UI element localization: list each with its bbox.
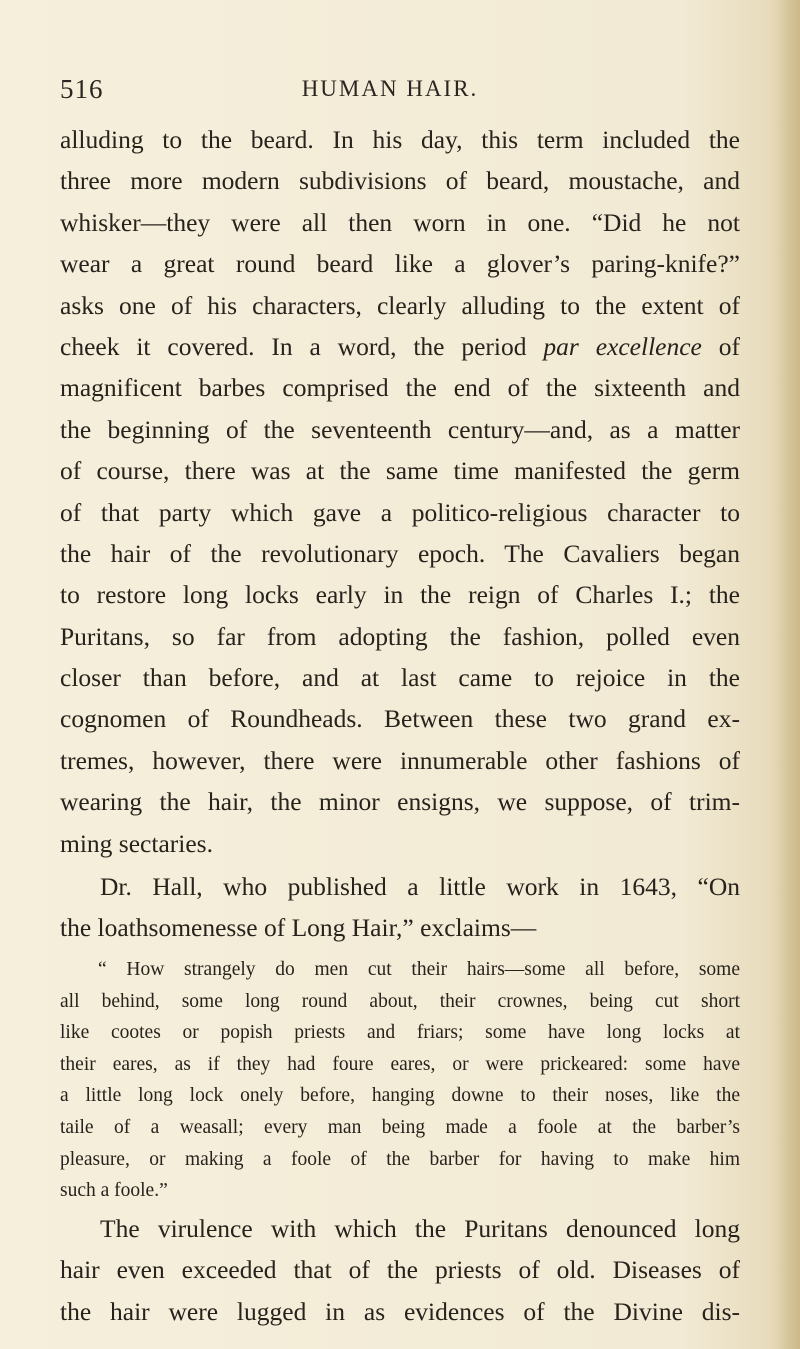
text-line: tremes, however, there were innumerable other fashions of <box>60 745 740 775</box>
quote-line: like cootes or popish priests and friars; some have long locks at <box>60 1022 740 1044</box>
running-head: HUMAN HAIR. <box>301 76 479 101</box>
paragraph-3 <box>60 1208 740 1332</box>
text-line: the loathsomenesse of Long Hair,” exclaims— <box>60 913 537 943</box>
text-line: the hair were lugged in as evidences of the Divine dis- <box>60 1296 740 1326</box>
text-line: alluding to the beard. In his day, this term included the <box>60 125 740 154</box>
text-line: wearing the hair, the minor ensigns, we suppose, of trim- <box>60 787 740 817</box>
quote-line: pleasure, or making a foole of the barber for having to make him <box>60 1148 740 1170</box>
text-line: to restore long locks early in the reign of Charles I.; the <box>60 580 740 610</box>
quote-line: “ How strangely do men cut their hairs—some all before, some <box>98 959 740 980</box>
page-number: 516 <box>60 74 104 104</box>
quote-line: a little long lock onely before, hanging downe to their noses, like the <box>60 1085 740 1107</box>
text-line: Puritans, so far from adopting the fashion, polled even <box>60 621 740 651</box>
text-segment: of <box>701 331 740 361</box>
text-line: ming sectaries. <box>60 828 213 858</box>
text-line: asks one of his characters, clearly alluding to the extent of <box>60 290 740 320</box>
text-line: wear a great round beard like a glover’s paring-knife?” <box>60 249 740 279</box>
text-line: closer than before, and at last came to rejoice in the <box>60 663 740 693</box>
block-quote <box>60 954 740 1207</box>
page-edge-stain <box>774 0 800 1349</box>
page-header <box>60 74 760 108</box>
text-line: Dr. Hall, who published a little work in 1643, “On <box>100 872 740 901</box>
text-line: the beginning of the seventeenth century—and, as a matter <box>60 414 740 444</box>
text-segment: cheek it covered. In a word, the period <box>60 331 544 361</box>
text-line: three more modern subdivisions of beard, moustache, and <box>60 166 740 196</box>
text-line <box>60 326 740 367</box>
text-line: whisker—they were all then worn in one. “Did he not <box>60 207 740 237</box>
quote-line: taile of a weasall; every man being made a foole at the barber’s <box>60 1116 740 1138</box>
quote-line: all behind, some long round about, their crownes, being cut short <box>60 990 740 1012</box>
text-line: of that party which gave a politico-religious character to <box>60 497 740 527</box>
text-line: magnificent barbes comprised the end of the sixteenth and <box>60 373 740 403</box>
italic-phrase: par excellence <box>543 331 702 361</box>
text-line: of course, there was at the same time manifested the germ <box>60 456 740 486</box>
text-line: The virulence with which the Puritans denounced long <box>100 1214 740 1243</box>
paragraph-2 <box>60 866 740 949</box>
quote-line: such a foole.” <box>60 1180 168 1202</box>
text-line: hair even exceeded that of the priests of old. Diseases of <box>60 1255 740 1285</box>
quote-line: their eares, as if they had foure eares, or were prickeared: some have <box>60 1053 740 1075</box>
text-line: cognomen of Roundheads. Between these two grand ex- <box>60 704 740 734</box>
text-line: the hair of the revolutionary epoch. The Cavaliers began <box>60 538 740 568</box>
paragraph-1 <box>60 119 740 864</box>
